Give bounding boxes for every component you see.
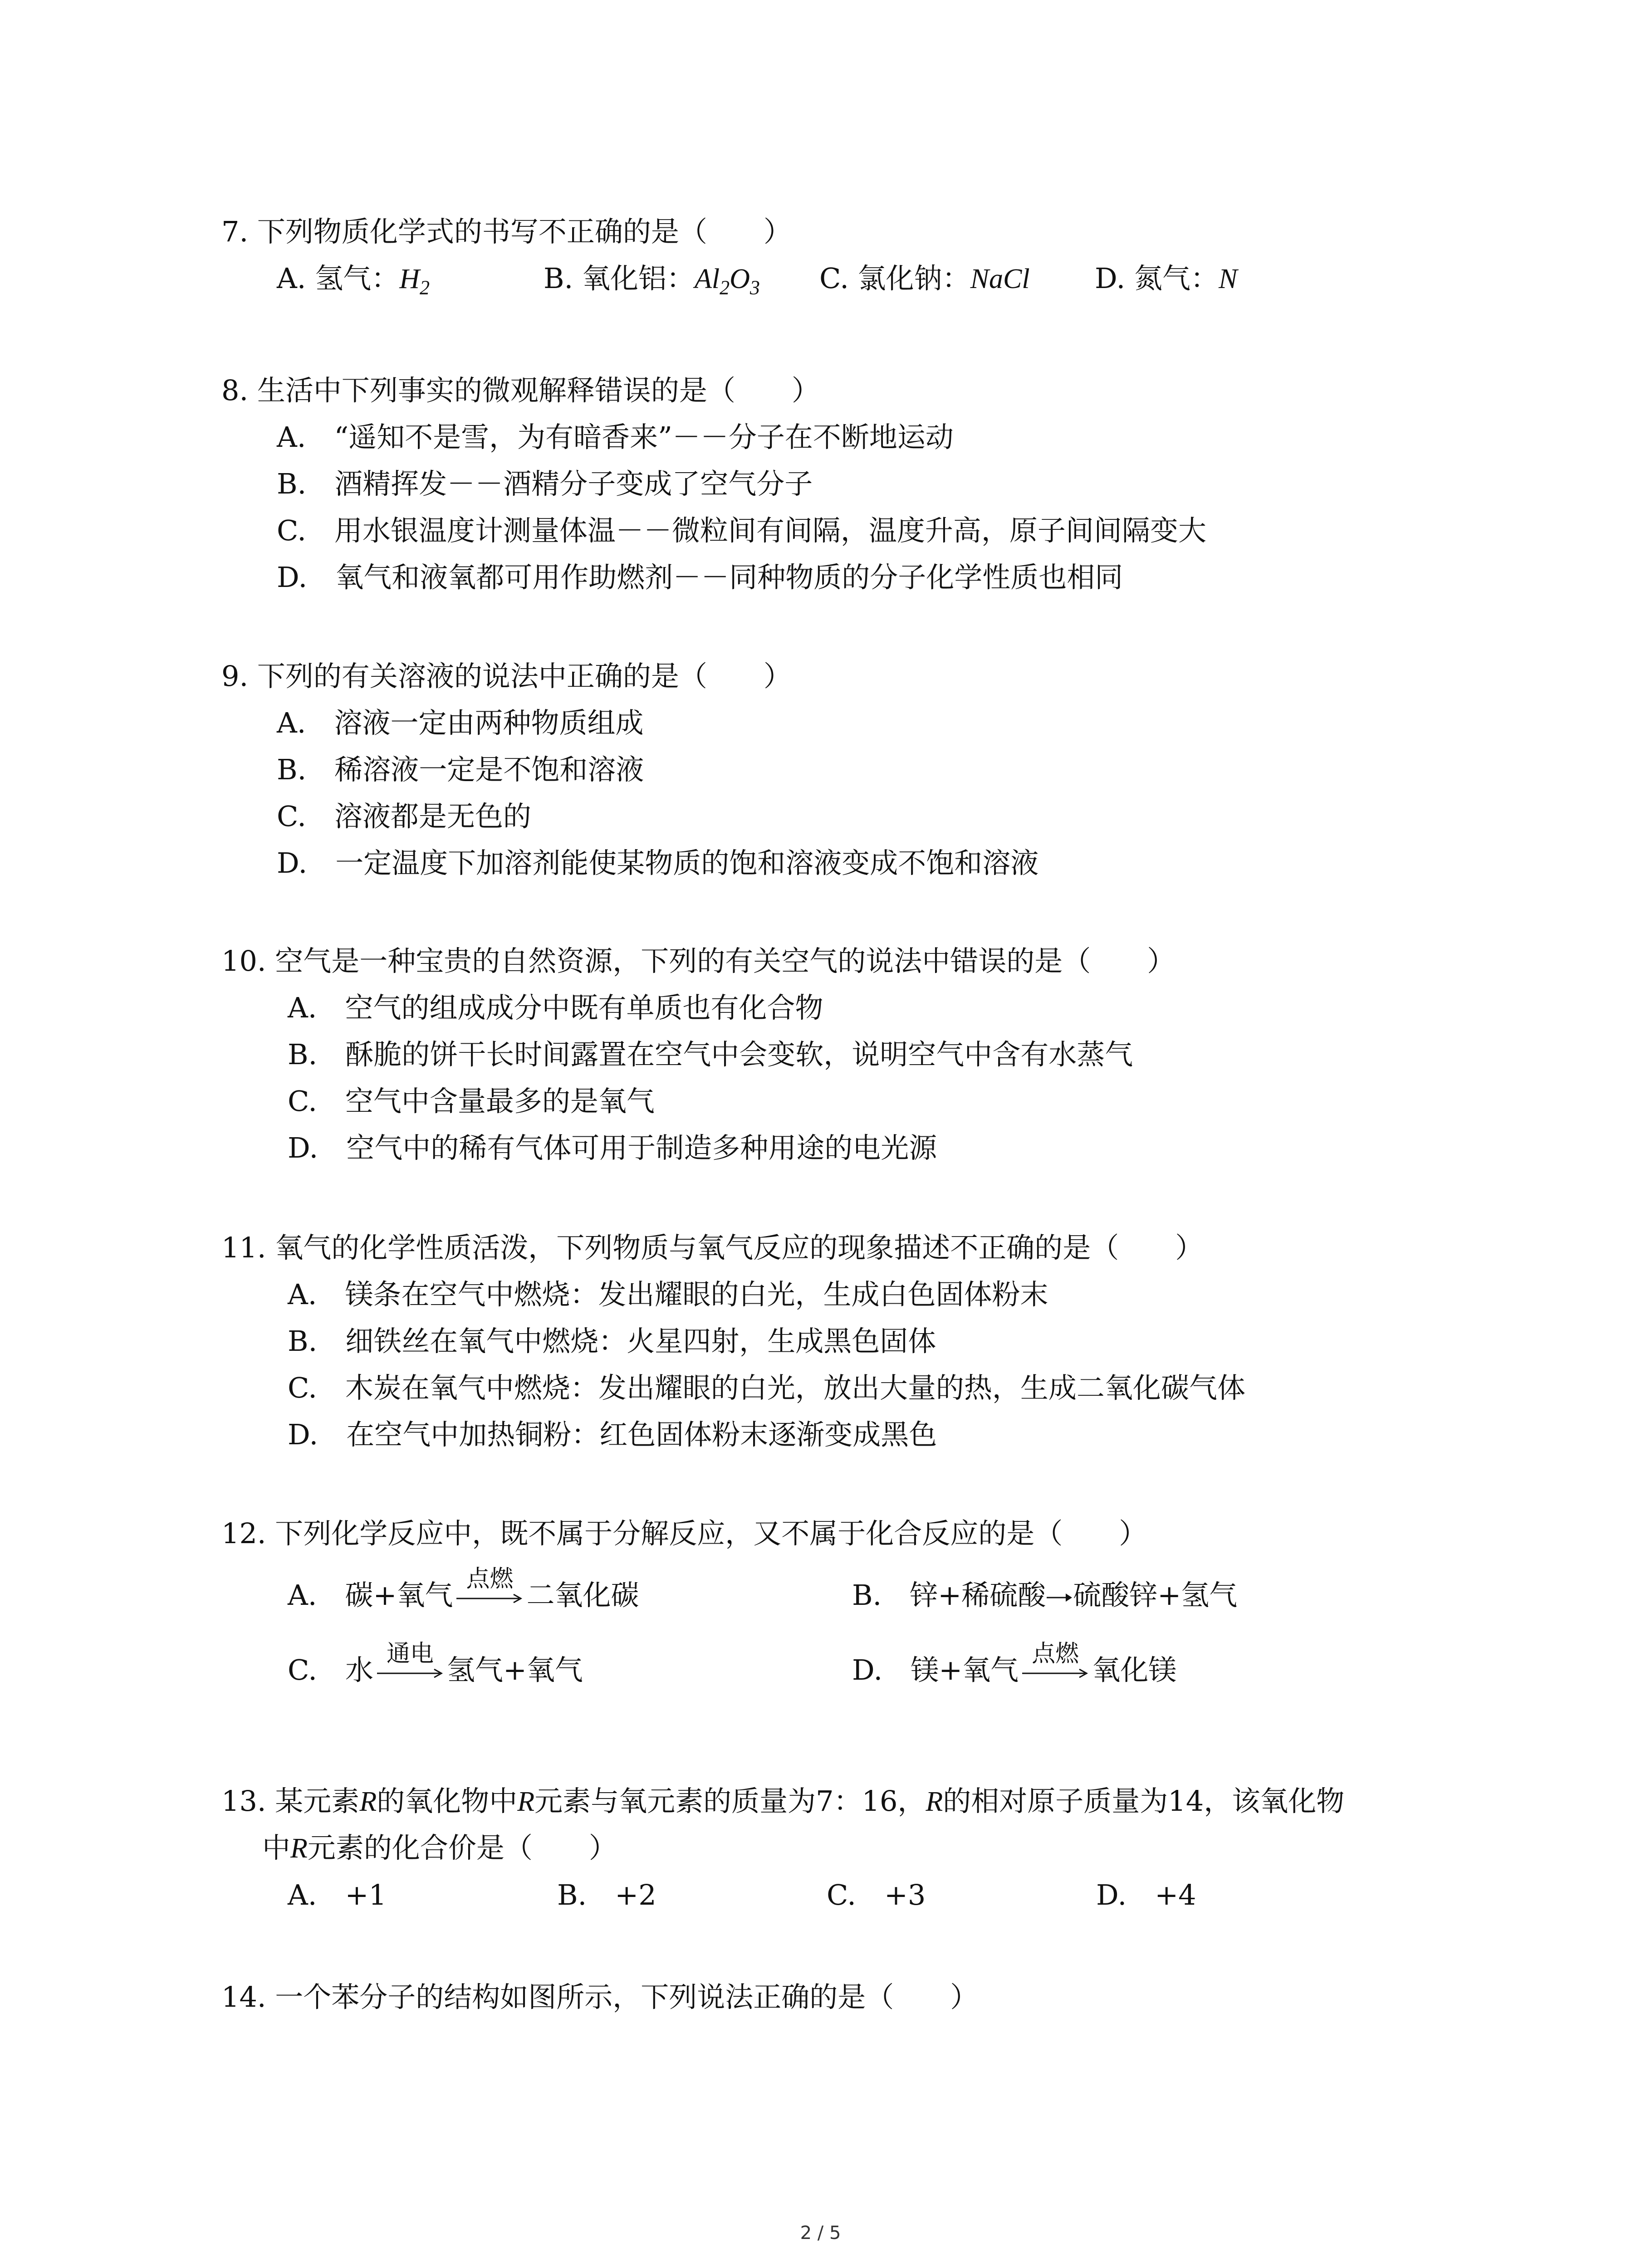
- option-a: [277, 255, 430, 311]
- arrow-icon: [376, 1667, 444, 1679]
- option-a: A. “遥知不是雪，为有暗香来”－－分子在不断地运动: [277, 420, 954, 454]
- products: 氧化镁: [1092, 1653, 1177, 1686]
- question-stem: 11. 氧气的化学性质活泼，下列物质与氧气反应的现象描述不正确的是（ ）: [221, 1231, 1204, 1264]
- option-c: C. +3: [827, 1878, 926, 1911]
- option-d: D. 一定温度下加溶剂能使某物质的饱和溶液变成不饱和溶液: [277, 846, 1039, 880]
- option-d: D. 在空气中加热铜粉：红色固体粉末逐渐变成黑色: [288, 1418, 937, 1451]
- reactants: 锌+稀硫酸: [910, 1579, 1046, 1612]
- question-8: [221, 367, 1446, 601]
- option-letter: C.: [819, 262, 849, 295]
- option-letter: D.: [852, 1653, 883, 1686]
- option-d: D. 氧气和液氧都可用作助燃剂－－同种物质的分子化学性质也相同: [277, 561, 1123, 594]
- option-a: [288, 1561, 639, 1629]
- reactants: 碳+氧气: [345, 1579, 453, 1612]
- condition-label: 点燃: [1032, 1640, 1079, 1667]
- option-letter: A.: [288, 1579, 317, 1612]
- question-10: [221, 938, 1446, 1171]
- option-b: B. 细铁丝在氧气中燃烧：火星四射，生成黑色固体: [288, 1325, 936, 1358]
- question-13: [221, 1778, 1446, 1918]
- question-12: [221, 1510, 1446, 1711]
- option-a: A. 镁条在空气中燃烧：发出耀眼的白光，生成白色固体粉末: [288, 1278, 1048, 1311]
- chemical-formula: NaCl: [970, 264, 1030, 294]
- option-label: 氧化铝：: [582, 262, 695, 295]
- products: 二氧化碳: [526, 1579, 639, 1612]
- option-row: [221, 1629, 1446, 1711]
- option-b: [544, 255, 760, 311]
- option-c: C. 空气中含量最多的是氧气: [288, 1085, 655, 1118]
- products: 氢气+氧气: [446, 1653, 583, 1686]
- question-stem-continued: 中R元素的化合价是（ ）: [262, 1831, 617, 1864]
- reaction-condition-arrow: [1021, 1640, 1089, 1679]
- chemical-formula: $H_2$: [399, 264, 430, 299]
- option-b: [852, 1561, 1237, 1629]
- condition-label: 通电: [386, 1640, 434, 1667]
- option-row: [221, 255, 1446, 302]
- option-row: [221, 1872, 1446, 1918]
- option-b: B. +2: [557, 1878, 656, 1911]
- option-row: [221, 1561, 1446, 1629]
- option-a: A. 溶液一定由两种物质组成: [277, 706, 644, 739]
- question-7: [221, 209, 1446, 302]
- option-b: B. 酒精挥发－－酒精分子变成了空气分子: [277, 467, 813, 500]
- option-c: C. 用水银温度计测量体温－－微粒间有间隔，温度升高，原子间间隔变大: [277, 514, 1206, 547]
- option-label: 氮气：: [1134, 262, 1219, 295]
- option-d: [1095, 255, 1237, 303]
- question-14: [221, 1974, 1446, 2020]
- option-d: D. 空气中的稀有气体可用于制造多种用途的电光源: [288, 1131, 937, 1164]
- option-letter: A.: [277, 262, 306, 295]
- option-a: A. +1: [288, 1878, 387, 1911]
- option-d: D. +4: [1096, 1878, 1196, 1911]
- option-b: B. 酥脆的饼干长时间露置在空气中会变软，说明空气中含有水蒸气: [288, 1038, 1133, 1071]
- question-stem: 8. 生活中下列事实的微观解释错误的是（ ）: [221, 374, 820, 407]
- question-stem: 14. 一个苯分子的结构如图所示，下列说法正确的是（ ）: [221, 1980, 979, 2014]
- option-c: [288, 1629, 583, 1711]
- option-b: B. 稀溶液一定是不饱和溶液: [277, 753, 644, 786]
- condition-label: 点燃: [466, 1565, 514, 1593]
- question-stem: 12. 下列化学反应中，既不属于分解反应，又不属于化合反应的是（ ）: [221, 1517, 1147, 1550]
- arrow-icon: [1021, 1667, 1089, 1679]
- option-letter: D.: [1095, 262, 1126, 295]
- option-c: C. 溶液都是无色的: [277, 800, 531, 833]
- option-label: 氯化钠：: [857, 262, 970, 295]
- option-c: [819, 255, 1030, 303]
- reactants: 水: [345, 1653, 373, 1686]
- arrow-icon: [1046, 1592, 1073, 1603]
- arrow-icon: [456, 1593, 524, 1604]
- option-label: 氢气：: [315, 262, 400, 295]
- question-stem: 10. 空气是一种宝贵的自然资源，下列的有关空气的说法中错误的是（ ）: [221, 944, 1176, 978]
- products: 硫酸锌+氢气: [1073, 1579, 1238, 1612]
- question-stem: 9. 下列的有关溶液的说法中正确的是（ ）: [221, 660, 792, 693]
- question-11: [221, 1225, 1446, 1458]
- option-letter: B.: [544, 262, 573, 295]
- reaction-condition-arrow: [456, 1565, 524, 1604]
- option-d: [852, 1629, 1176, 1711]
- question-stem: 7. 下列物质化学式的书写不正确的是（ ）: [221, 215, 792, 248]
- page-number: 2 / 5: [800, 2223, 841, 2244]
- option-letter: C.: [288, 1653, 317, 1686]
- question-stem: 13. 某元素R的氧化物中R元素与氧元素的质量为7：16，R的相对原子质量为14，该氧化物: [221, 1784, 1345, 1818]
- option-c: C. 木炭在氧气中燃烧：发出耀眼的白光，放出大量的热，生成二氧化碳气体: [288, 1371, 1245, 1404]
- option-letter: B.: [852, 1579, 882, 1612]
- reaction-condition-arrow: [376, 1640, 444, 1679]
- chemical-formula: N: [1218, 264, 1238, 294]
- chemical-formula: $Al_2O_3$: [695, 264, 760, 299]
- reactants: 镁+氧气: [911, 1653, 1019, 1686]
- question-9: [221, 653, 1446, 886]
- option-a: A. 空气的组成成分中既有单质也有化合物: [288, 991, 823, 1024]
